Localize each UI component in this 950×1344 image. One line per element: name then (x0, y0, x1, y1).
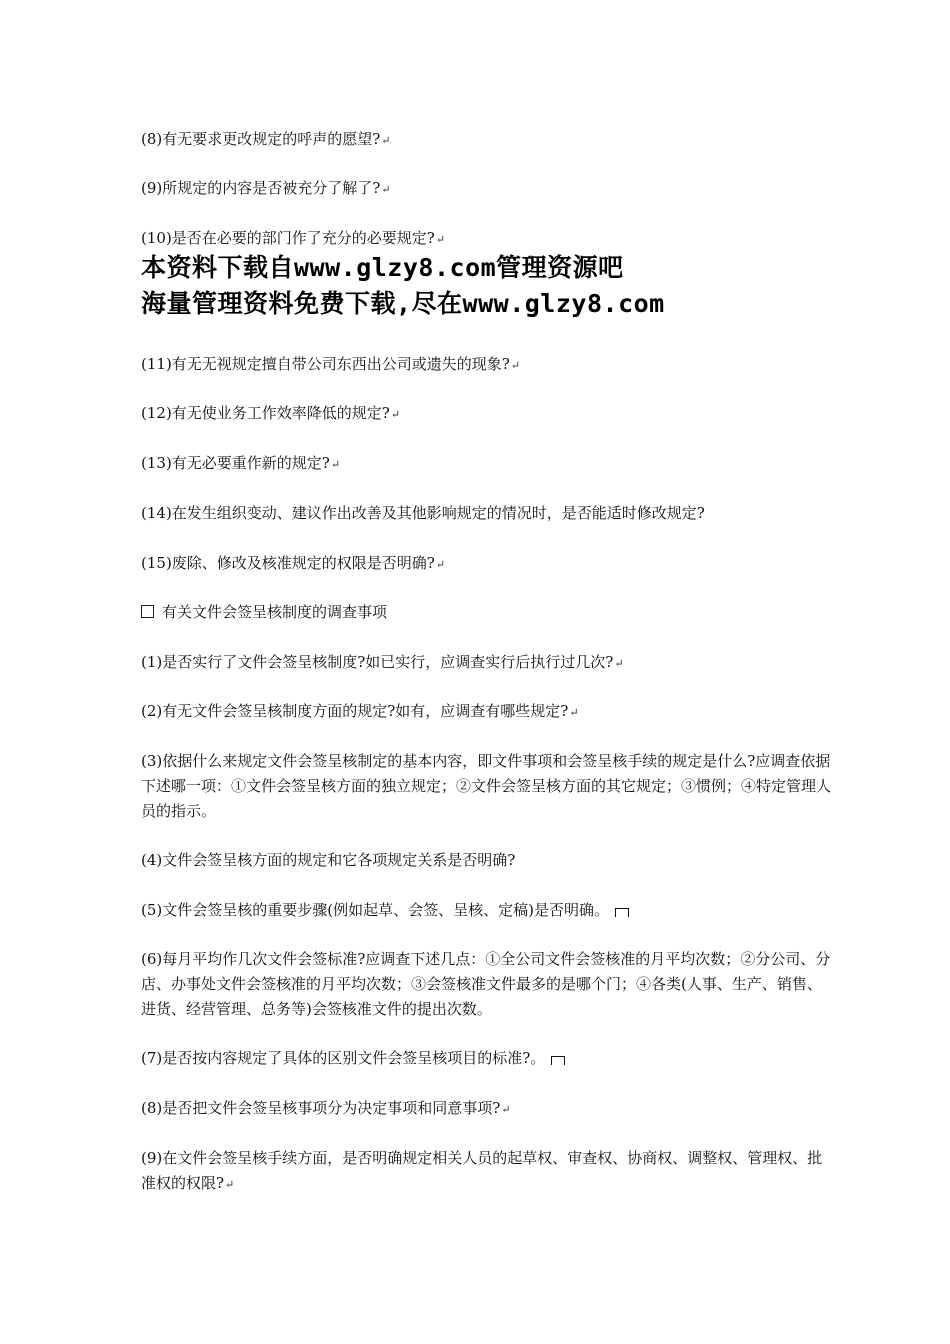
paragraph-mark-icon: ↵ (330, 458, 341, 471)
paragraph-mark-icon (551, 1056, 565, 1065)
list-item: (13)有无必要重作新的规定?↵ (141, 454, 341, 472)
list-item: (14)在发生组织变动、建议作出改善及其他影响规定的情况时，是否能适时修改规定? (141, 504, 705, 522)
paragraph-mark-icon: ↵ (225, 1178, 235, 1191)
list-item: (3)依据什么来规定文件会签呈核制定的基本内容，即文件事项和会签呈核手续的规定是什么?应调查依据下述哪一项：①文件会签呈核方面的独立规定；②文件会签呈核方面的其它规定；③惯例；④特定管理人员的指示。 (141, 752, 832, 820)
paragraph-mark-icon: ↵ (390, 408, 401, 421)
paragraph-mark-icon: ↵ (381, 134, 391, 147)
paragraph-mark-icon: ↵ (435, 558, 446, 571)
download-banner-line-2: 海量管理资料免费下载,尽在www.glzy8.com (141, 289, 665, 318)
paragraph-mark-icon: ↵ (435, 233, 446, 246)
list-item: (10)是否在必要的部门作了充分的必要规定?↵ (141, 229, 446, 247)
list-item: (5)文件会签呈核的重要步骤(例如起草、会签、呈核、定稿)是否明确。 (141, 898, 831, 922)
section-heading: 有关文件会签呈核制度的调查事项 (141, 600, 831, 624)
list-item: (15)废除、修改及核准规定的权限是否明确?↵ (141, 554, 446, 572)
download-banner-line-1: 本资料下载自www.glzy8.com管理资源吧 (141, 253, 624, 282)
paragraph-mark-icon: ↵ (381, 183, 391, 196)
checkbox-square-icon (141, 605, 154, 618)
paragraph-mark-icon: ↵ (614, 657, 624, 670)
paragraph-mark-icon (615, 908, 629, 917)
list-item: (1)是否实行了文件会签呈核制度?如已实行，应调查实行后执行过几次?↵ (141, 653, 624, 671)
list-item: (12)有无使业务工作效率降低的规定?↵ (141, 404, 401, 422)
list-item: (6)每月平均作几次文件会签标准?应调查下述几点：①全公司文件会签核准的月平均次数；②分公司、分店、办事处文件会签核准的月平均次数；③会签核准文件最多的是哪个门；④各类(人事、生产、销售、进货、经营管理、总务等)会签核准文件的提出次数。 (141, 950, 831, 1018)
list-item: (9)在文件会签呈核手续方面，是否明确规定相关人员的起草权、审查权、协商权、调整权、管理权、批准权的权限?↵ (141, 1149, 823, 1192)
list-item: (7)是否按内容规定了具体的区别文件会签呈核项目的标准?。 (141, 1046, 831, 1070)
list-item: (4)文件会签呈核方面的规定和它各项规定关系是否明确? (141, 851, 516, 869)
list-item: (9)所规定的内容是否被充分了解了?↵ (141, 179, 391, 197)
list-item: (2)有无文件会签呈核制度方面的规定?如有，应调查有哪些规定?↵ (141, 702, 579, 720)
paragraph-mark-icon: ↵ (569, 706, 579, 719)
list-item: (8)有无要求更改规定的呼声的愿望?↵ (141, 130, 391, 148)
list-item: (8)是否把文件会签呈核事项分为决定事项和同意事项?↵ (141, 1099, 511, 1117)
paragraph-mark-icon: ↵ (510, 359, 521, 372)
paragraph-mark-icon: ↵ (501, 1103, 511, 1116)
list-item: (11)有无无视规定擅自带公司东西出公司或遗失的现象?↵ (141, 355, 521, 373)
